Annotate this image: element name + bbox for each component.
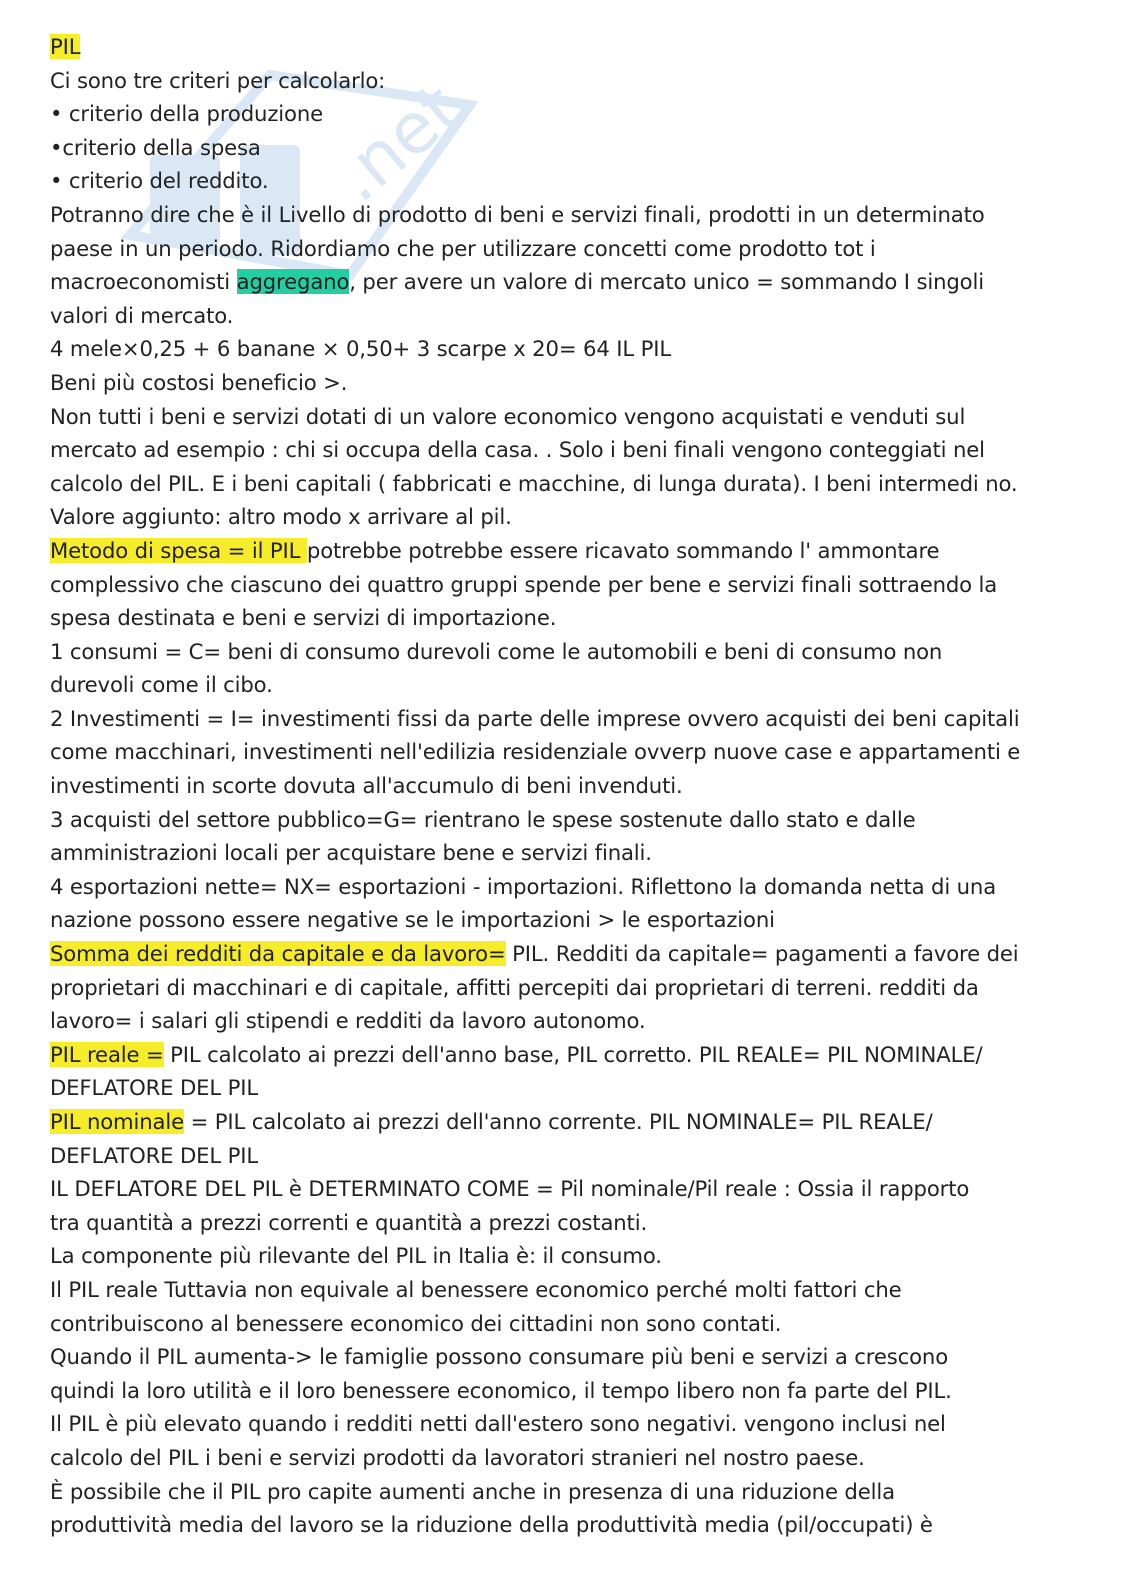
text-line [50,1038,1060,1072]
text-segment: = PIL calcolato ai prezzi dell'anno corrente. PIL NOMINALE= PIL REALE/ [184,1109,933,1134]
text-segment: lavoro= i salari gli stipendi e redditi da lavoro autonomo. [50,1008,646,1034]
text-line [50,1105,1060,1139]
text-line [50,870,1060,904]
text-segment: DEFLATORE DEL PIL [50,1142,259,1168]
highlighted-term: PIL reale = [50,1041,164,1067]
text-line [50,803,1060,837]
text-segment: macroeconomisti [50,269,237,295]
text-line [50,1340,1060,1374]
text-segment: nazione possono essere negative se le importazioni > le esportazioni [50,907,775,933]
text-line [50,568,1060,602]
highlighted-term: Metodo di spesa = il PIL [50,537,307,563]
text-line [50,131,1060,165]
text-segment: 3 acquisti del settore pubblico=G= rientrano le spese sostenute dallo stato e dalle [50,806,916,832]
text-segment: La componente più rilevante del PIL in Italia è: il consumo. [50,1243,662,1269]
text-line [50,534,1060,568]
text-line [50,1172,1060,1206]
watermark-text: .net [318,67,476,219]
text-line [50,30,1060,64]
text-line [50,400,1060,434]
text-segment: Quando il PIL aumenta-> le famiglie possono consumare più beni e servizi a crescono [50,1344,949,1370]
text-segment: 4 mele×0,25 + 6 banane × 0,50+ 3 scarpe x 20= 64 IL PIL [50,336,671,362]
text-segment: PIL calcolato ai prezzi dell'anno base, PIL corretto. PIL REALE= PIL NOMINALE/ [163,1041,983,1067]
text-segment: amministrazioni locali per acquistare bene e servizi finali. [50,840,652,866]
text-segment: Valore aggiunto: altro modo x arrivare al pil. [50,504,512,530]
text-segment: calcolo del PIL i beni e servizi prodotti da lavoratori stranieri nel nostro paese. [50,1444,865,1470]
text-segment: Il PIL è più elevato quando i redditi netti dall'estero sono negativi. vengono inclusi nel [50,1411,946,1437]
text-line [50,1139,1060,1173]
text-line [50,198,1060,232]
text-line [50,769,1060,803]
text-line [50,903,1060,937]
text-line [50,1407,1060,1441]
text-line [50,299,1060,333]
text-segment: Potranno dire che è il Livello di prodotto di beni e servizi finali, prodotti in un determinato [50,201,985,227]
text-segment: mercato ad esempio : chi si occupa della casa. . Solo i beni finali vengono conteggiati nel [50,437,985,463]
text-segment: tra quantità a prezzi correnti e quantità a prezzi costanti. [50,1209,648,1235]
text-segment: 4 esportazioni nette= NX= esportazioni - importazioni. Riflettono la domanda netta di una [50,873,997,899]
text-segment: , per avere un valore di mercato unico = sommando I singoli [349,269,984,295]
text-segment: •criterio della spesa [50,134,261,160]
text-segment: durevoli come il cibo. [50,672,273,698]
text-line [50,366,1060,400]
highlighted-term: aggregano [236,269,350,295]
text-segment: Non tutti i beni e servizi dotati di un valore economico vengono acquistati e venduti sul [50,403,966,429]
text-line [50,1071,1060,1105]
text-line [50,332,1060,366]
text-line [50,1508,1060,1542]
text-line [50,164,1060,198]
text-segment: calcolo del PIL. E i beni capitali ( fabbricati e macchine, di lunga durata). I beni intermedi no. [50,470,1018,496]
text-segment: investimenti in scorte dovuta all'accumulo di beni invenduti. [50,773,683,799]
text-line [50,635,1060,669]
text-segment: Ci sono tre criteri per calcolarlo: [50,67,386,93]
text-segment: proprietari di macchinari e di capitale, affitti percepiti dai proprietari di terreni. redditi da [50,974,979,1000]
text-segment: paese in un periodo. Ridordiamo che per utilizzare concetti come prodotto tot i [50,235,876,261]
text-segment: contribuiscono al benessere economico dei cittadini non sono contati. [50,1310,782,1336]
text-segment: spesa destinata e beni e servizi di importazione. [50,605,557,631]
text-segment: PIL. Redditi da capitale= pagamenti a favore dei [505,941,1019,967]
text-segment: DEFLATORE DEL PIL [50,1075,259,1101]
highlighted-term: Somma dei redditi da capitale e da lavoro= [50,941,506,967]
text-segment: È possibile che il PIL pro capite aumenti anche in presenza di una riduzione della [50,1478,895,1504]
text-segment: 2 Investimenti = I= investimenti fissi da parte delle imprese ovvero acquisti dei beni capitali [50,705,1020,731]
text-line [50,971,1060,1005]
text-segment: potrebbe potrebbe essere ricavato sommando l' ammontare [306,537,940,563]
text-line [50,735,1060,769]
text-line [50,1441,1060,1475]
text-line [50,1374,1060,1408]
highlighted-term: PIL [50,34,81,59]
text-segment: complessivo che ciascuno dei quattro gruppi spende per bene e servizi finali sottraendo la [50,571,998,597]
text-line [50,1475,1060,1509]
text-line [50,64,1060,98]
text-line [50,467,1060,501]
text-line [50,1004,1060,1038]
text-segment: IL DEFLATORE DEL PIL è DETERMINATO COME = Pil nominale/Pil reale : Ossia il rapporto [50,1176,970,1202]
text-line [50,1239,1060,1273]
text-segment: Il PIL reale Tuttavia non equivale al benessere economico perché molti fattori che [50,1276,902,1302]
text-line [50,668,1060,702]
text-segment: produttività media del lavoro se la riduzione della produttività media (pil/occupati) è [50,1512,933,1538]
text-segment: 1 consumi = C= beni di consumo durevoli come le automobili e beni di consumo non [50,638,943,664]
text-line [50,500,1060,534]
document-page [50,30,1060,1542]
text-line [50,937,1060,971]
text-segment: • criterio della produzione [50,101,324,127]
text-line [50,1307,1060,1341]
text-line [50,1273,1060,1307]
text-line [50,601,1060,635]
text-segment: Beni più costosi beneficio >. [50,369,348,395]
text-line [50,836,1060,870]
highlighted-term: PIL nominale [50,1109,185,1134]
text-line [50,232,1060,266]
text-segment: come macchinari, investimenti nell'edilizia residenziale ovverp nuove case e appartamenti e [50,739,1021,765]
text-line [50,97,1060,131]
text-line [50,1206,1060,1240]
text-segment: • criterio del reddito. [50,168,269,194]
text-line [50,265,1060,299]
text-line [50,433,1060,467]
text-segment: valori di mercato. [50,302,234,328]
text-line [50,702,1060,736]
text-segment: quindi la loro utilità e il loro benessere economico, il tempo libero non fa parte del PIL. [50,1377,952,1403]
